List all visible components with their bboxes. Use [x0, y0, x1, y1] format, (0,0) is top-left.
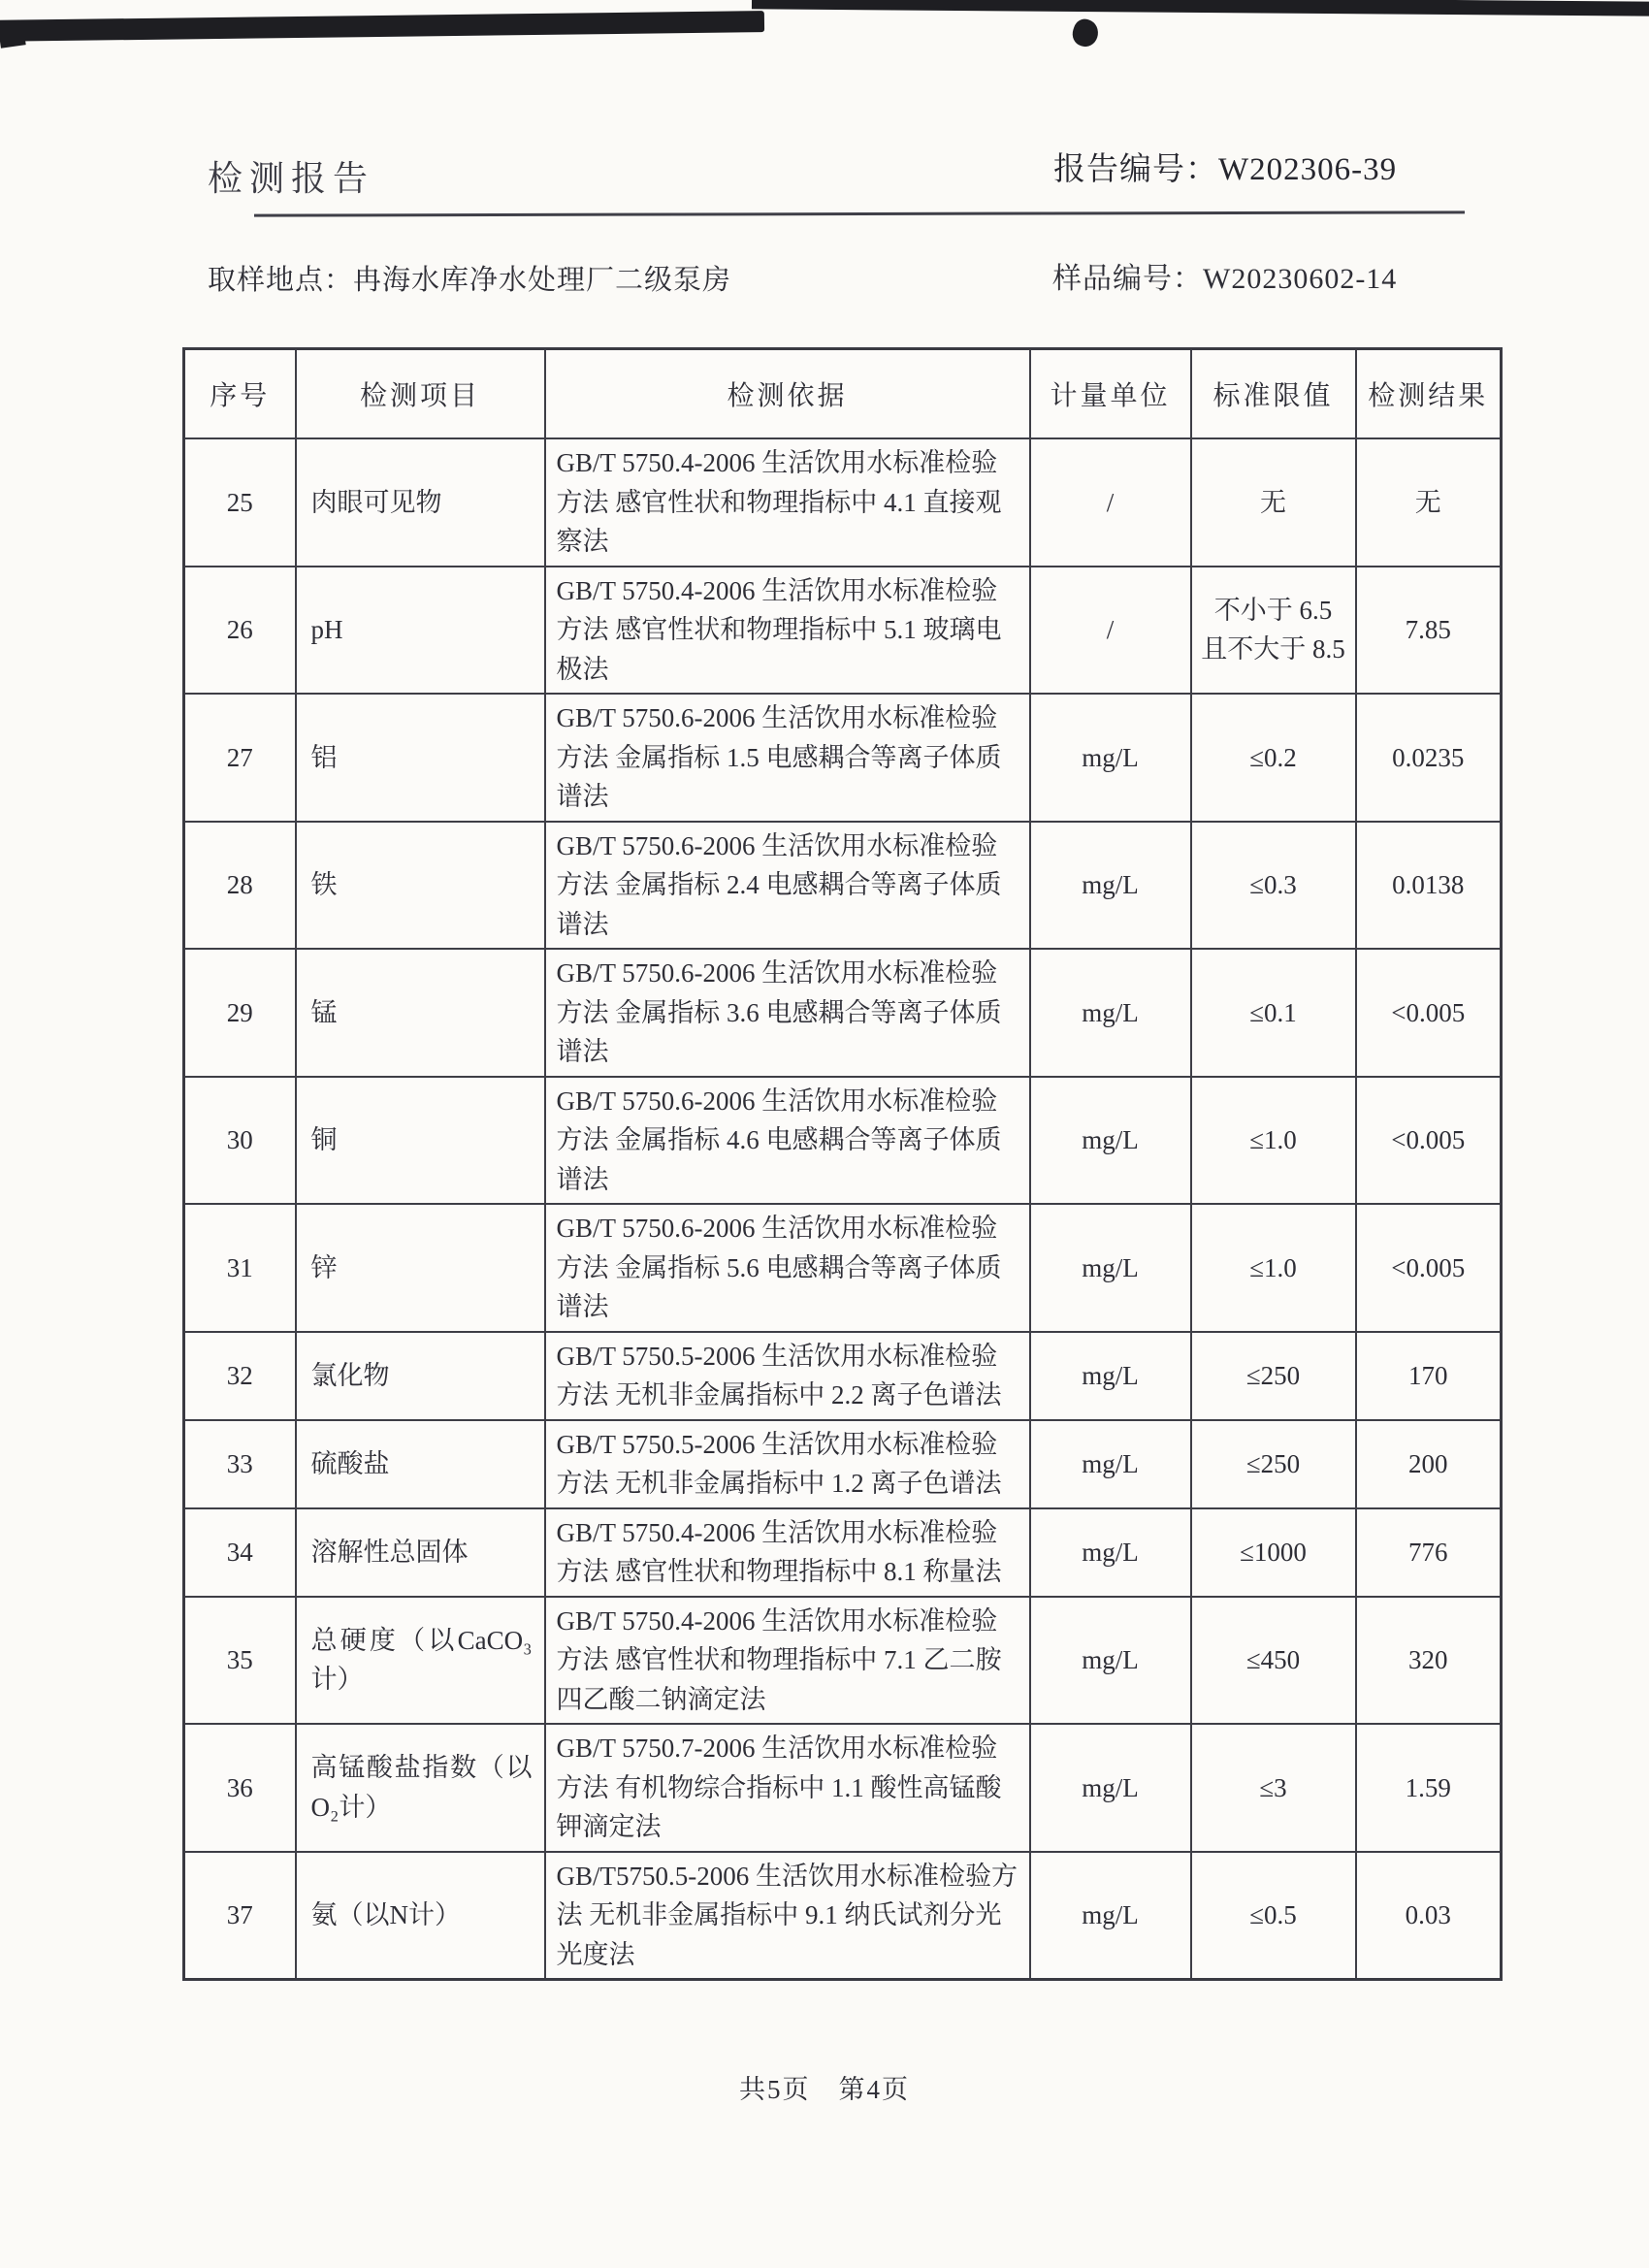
results-table [182, 347, 1503, 1981]
row-no: 27 [184, 694, 296, 822]
standard-limit: ≤0.5 [1191, 1852, 1356, 1980]
test-result: 1.59 [1356, 1724, 1502, 1852]
unit-value: mg/L [1030, 1332, 1191, 1420]
standard-limit: ≤450 [1191, 1597, 1356, 1725]
test-basis: GB/T 5750.4-2006 生活饮用水标准检验方法 感官性状和物理指标中 7.1 乙二胺四乙酸二钠滴定法 [545, 1597, 1030, 1725]
unit-value: mg/L [1030, 949, 1191, 1077]
unit-value: mg/L [1030, 1597, 1191, 1725]
unit-value: mg/L [1030, 694, 1191, 822]
test-result: <0.005 [1356, 949, 1502, 1077]
test-result: 0.0138 [1356, 822, 1502, 950]
unit-value: mg/L [1030, 1724, 1191, 1852]
item-name: 溶解性总固体 [296, 1508, 545, 1597]
table-row [184, 949, 1502, 1077]
row-no: 29 [184, 949, 296, 1077]
test-result: 320 [1356, 1597, 1502, 1725]
col-header-unit: 计量单位 [1030, 349, 1191, 439]
col-header-item: 检测项目 [296, 349, 545, 439]
test-result: 200 [1356, 1420, 1502, 1508]
sampling-location: 取样地点：冉海水库净水处理厂二级泵房 [208, 265, 732, 296]
scan-artifact [1069, 16, 1101, 50]
test-basis: GB/T 5750.4-2006 生活饮用水标准检验方法 感官性状和物理指标中 5.1 玻璃电极法 [545, 567, 1030, 695]
test-basis: GB/T 5750.4-2006 生活饮用水标准检验方法 感官性状和物理指标中 4.1 直接观察法 [545, 438, 1030, 567]
row-no: 25 [184, 438, 296, 567]
item-name: 锰 [296, 949, 545, 1077]
item-name: 氯化物 [296, 1332, 545, 1420]
table-row [184, 1204, 1502, 1332]
standard-limit: ≤250 [1191, 1420, 1356, 1508]
scan-artifact [0, 33, 26, 49]
table-row [184, 567, 1502, 695]
table-row [184, 1597, 1502, 1725]
item-name: pH [296, 567, 545, 695]
test-basis: GB/T 5750.4-2006 生活饮用水标准检验方法 感官性状和物理指标中 8.1 称量法 [545, 1508, 1030, 1597]
row-no: 34 [184, 1508, 296, 1597]
table-row [184, 1420, 1502, 1508]
item-name: 硫酸盐 [296, 1420, 545, 1508]
test-basis: GB/T 5750.6-2006 生活饮用水标准检验方法 金属指标 4.6 电感耦合等离子体质谱法 [545, 1077, 1030, 1205]
row-no: 26 [184, 567, 296, 695]
standard-limit: 无 [1191, 438, 1356, 567]
scan-artifact [752, 0, 1649, 16]
unit-value: mg/L [1030, 1420, 1191, 1508]
standard-limit: ≤0.1 [1191, 949, 1356, 1077]
unit-value: mg/L [1030, 1077, 1191, 1205]
standard-limit: ≤1.0 [1191, 1077, 1356, 1205]
test-result: <0.005 [1356, 1077, 1502, 1205]
item-name: 铝 [296, 694, 545, 822]
test-result: 0.03 [1356, 1852, 1502, 1980]
row-no: 32 [184, 1332, 296, 1420]
col-header-basis: 检测依据 [545, 349, 1030, 439]
page-footer: 共5页 第4页 [739, 2075, 910, 2104]
standard-limit: ≤250 [1191, 1332, 1356, 1420]
table-row [184, 438, 1502, 567]
item-name: 高锰酸盐指数（以O₂计） [296, 1724, 545, 1852]
test-result: 170 [1356, 1332, 1502, 1420]
test-basis: GB/T 5750.5-2006 生活饮用水标准检验方法 无机非金属指标中 1.2 离子色谱法 [545, 1420, 1030, 1508]
standard-limit: ≤0.2 [1191, 694, 1356, 822]
standard-limit: ≤3 [1191, 1724, 1356, 1852]
row-no: 28 [184, 822, 296, 950]
standard-limit: ≤1.0 [1191, 1204, 1356, 1332]
table-row [184, 1077, 1502, 1205]
test-basis: GB/T 5750.6-2006 生活饮用水标准检验方法 金属指标 2.4 电感耦合等离子体质谱法 [545, 822, 1030, 950]
test-basis: GB/T 5750.5-2006 生活饮用水标准检验方法 无机非金属指标中 2.2 离子色谱法 [545, 1332, 1030, 1420]
test-result: 776 [1356, 1508, 1502, 1597]
item-name: 总硬度（以CaCO₃计） [296, 1597, 545, 1725]
item-name: 锌 [296, 1204, 545, 1332]
row-no: 31 [184, 1204, 296, 1332]
col-header-limit: 标准限值 [1191, 349, 1356, 439]
row-no: 35 [184, 1597, 296, 1725]
row-no: 37 [184, 1852, 296, 1980]
sample-number: 样品编号：W20230602-14 [1052, 263, 1398, 295]
test-result: <0.005 [1356, 1204, 1502, 1332]
item-name: 铜 [296, 1077, 545, 1205]
item-name: 铁 [296, 822, 545, 950]
row-no: 36 [184, 1724, 296, 1852]
item-name: 肉眼可见物 [296, 438, 545, 567]
table-row [184, 1508, 1502, 1597]
test-basis: GB/T 5750.7-2006 生活饮用水标准检验方法 有机物综合指标中 1.1 酸性高锰酸钾滴定法 [545, 1724, 1030, 1852]
table-row [184, 694, 1502, 822]
standard-limit: ≤0.3 [1191, 822, 1356, 950]
page-title: 检测报告 [208, 159, 375, 198]
test-result: 无 [1356, 438, 1502, 567]
standard-limit: 不小于 6.5 且不大于 8.5 [1191, 567, 1356, 695]
row-no: 33 [184, 1420, 296, 1508]
table-header-row [184, 349, 1502, 439]
table-row [184, 1724, 1502, 1852]
unit-value: mg/L [1030, 1852, 1191, 1980]
header-divider [254, 211, 1465, 216]
test-result: 0.0235 [1356, 694, 1502, 822]
table-row [184, 1332, 1502, 1420]
test-result: 7.85 [1356, 567, 1502, 695]
unit-value: mg/L [1030, 1508, 1191, 1597]
standard-limit: ≤1000 [1191, 1508, 1356, 1597]
test-basis: GB/T 5750.6-2006 生活饮用水标准检验方法 金属指标 5.6 电感耦合等离子体质谱法 [545, 1204, 1030, 1332]
report-number: 报告编号：W202306-39 [1053, 152, 1398, 187]
row-no: 30 [184, 1077, 296, 1205]
table-row [184, 1852, 1502, 1980]
item-name: 氨（以N计） [296, 1852, 545, 1980]
table-row [184, 822, 1502, 950]
unit-value: / [1030, 567, 1191, 695]
test-basis: GB/T 5750.6-2006 生活饮用水标准检验方法 金属指标 1.5 电感耦合等离子体质谱法 [545, 694, 1030, 822]
report-table-body [184, 438, 1502, 1980]
col-header-result: 检测结果 [1356, 349, 1502, 439]
unit-value: mg/L [1030, 822, 1191, 950]
scan-artifact [0, 11, 764, 42]
test-basis: GB/T 5750.6-2006 生活饮用水标准检验方法 金属指标 3.6 电感耦合等离子体质谱法 [545, 949, 1030, 1077]
test-basis: GB/T5750.5-2006 生活饮用水标准检验方法 无机非金属指标中 9.1 纳氏试剂分光光度法 [545, 1852, 1030, 1980]
col-header-no: 序号 [184, 349, 296, 439]
unit-value: / [1030, 438, 1191, 567]
unit-value: mg/L [1030, 1204, 1191, 1332]
